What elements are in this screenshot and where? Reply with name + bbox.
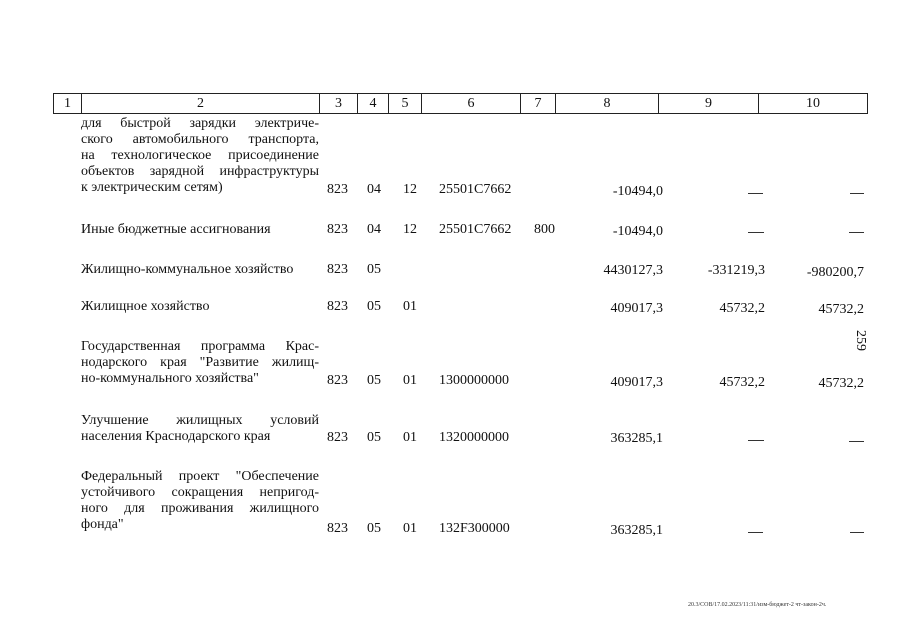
cell-5: 12 [403,182,417,197]
desc-line: ного для проживания жилищного [81,501,319,516]
row-description [81,299,319,315]
cell-10: 45732,2 [818,376,864,391]
cell-6: 1320000000 [439,430,509,445]
cell-9: 45732,2 [719,301,765,316]
cell-5: 12 [403,222,417,237]
row-description [81,413,319,445]
cell-10: 45732,2 [818,302,864,317]
cell-10-dash [849,232,864,233]
col-header-9: 9 [659,94,759,113]
cell-8: 409017,3 [610,375,663,390]
col-header-1: 1 [54,94,82,113]
cell-5: 01 [403,373,417,388]
cell-8: 409017,3 [610,301,663,316]
col-header-3: 3 [320,94,358,113]
desc-line: Иные бюджетные ассигнования [81,222,271,237]
desc-line: к электрическим сетям) [81,180,223,195]
desc-line: Федеральный проект "Обеспечение [81,469,319,484]
desc-line: для быстрой зарядки электриче- [81,116,319,131]
desc-line: на технологическое присоединение [81,148,319,163]
row-description [81,262,319,278]
cell-10: -980200,7 [806,265,864,280]
cell-3: 823 [327,182,348,197]
desc-line: Улучшение жилищных условий [81,413,319,428]
desc-line: ского автомобильного транспорта, [81,132,319,147]
cell-6: 25501C7662 [439,222,512,237]
cell-9: -331219,3 [707,263,765,278]
col-header-7: 7 [521,94,556,113]
col-header-10: 10 [806,96,820,111]
footer-note: 20.3/СОВ/17.02.2023/11:31/изм-бюджет-2 чт-закон-2ч. [688,602,827,608]
cell-10-dash [850,193,864,194]
cell-9: 45732,2 [719,375,765,390]
cell-3: 823 [327,430,348,445]
cell-9-dash [748,440,764,441]
desc-line: Государственная программа Крас- [81,339,319,354]
cell-3: 823 [327,373,348,388]
desc-line: устойчивого сокращения непригод- [81,485,319,500]
cell-4: 05 [367,430,381,445]
cell-8: -10494,0 [612,224,663,239]
col-header-6: 6 [422,94,521,113]
cell-5: 01 [403,299,417,314]
cell-5: 01 [403,521,417,536]
cell-4: 05 [367,373,381,388]
row-description [81,222,319,238]
col-header-4: 4 [358,94,389,113]
row-description [81,469,319,533]
cell-8: 4430127,3 [603,263,663,278]
cell-3: 823 [327,262,348,277]
table-header [53,93,868,114]
cell-10-dash [849,441,864,442]
cell-9-dash [748,193,763,194]
desc-line: объектов зарядной инфраструктуры [81,164,319,179]
cell-4: 04 [367,222,381,237]
cell-3: 823 [327,222,348,237]
cell-9-dash [748,232,764,233]
cell-4: 05 [367,299,381,314]
cell-10-dash [850,532,864,533]
row-description [81,339,319,387]
cell-6: 132F300000 [439,521,510,536]
cell-6: 1300000000 [439,373,509,388]
cell-5: 01 [403,430,417,445]
cell-8: -10494,0 [612,184,663,199]
desc-line: нодарского края "Развитие жилищ- [81,355,319,370]
cell-4: 04 [367,182,381,197]
cell-3: 823 [327,299,348,314]
col-header-8: 8 [556,94,659,113]
cell-4: 05 [367,262,381,277]
cell-6: 25501C7662 [439,182,512,197]
cell-7: 800 [534,222,555,237]
cell-3: 823 [327,521,348,536]
cell-8: 363285,1 [610,523,663,538]
col-header-5: 5 [389,94,422,113]
cell-8: 363285,1 [610,431,663,446]
col-header-2: 2 [82,94,320,113]
desc-line: Жилищно-коммунальное хозяйство [81,262,294,277]
desc-line: но-коммунального хозяйства" [81,371,259,386]
desc-line: Жилищное хозяйство [81,299,210,314]
desc-line: фонда" [81,517,124,532]
cell-9-dash [748,532,763,533]
cell-4: 05 [367,521,381,536]
desc-line: населения Краснодарского края [81,429,271,444]
row-description [81,116,319,196]
page-number: 259 [853,330,868,351]
